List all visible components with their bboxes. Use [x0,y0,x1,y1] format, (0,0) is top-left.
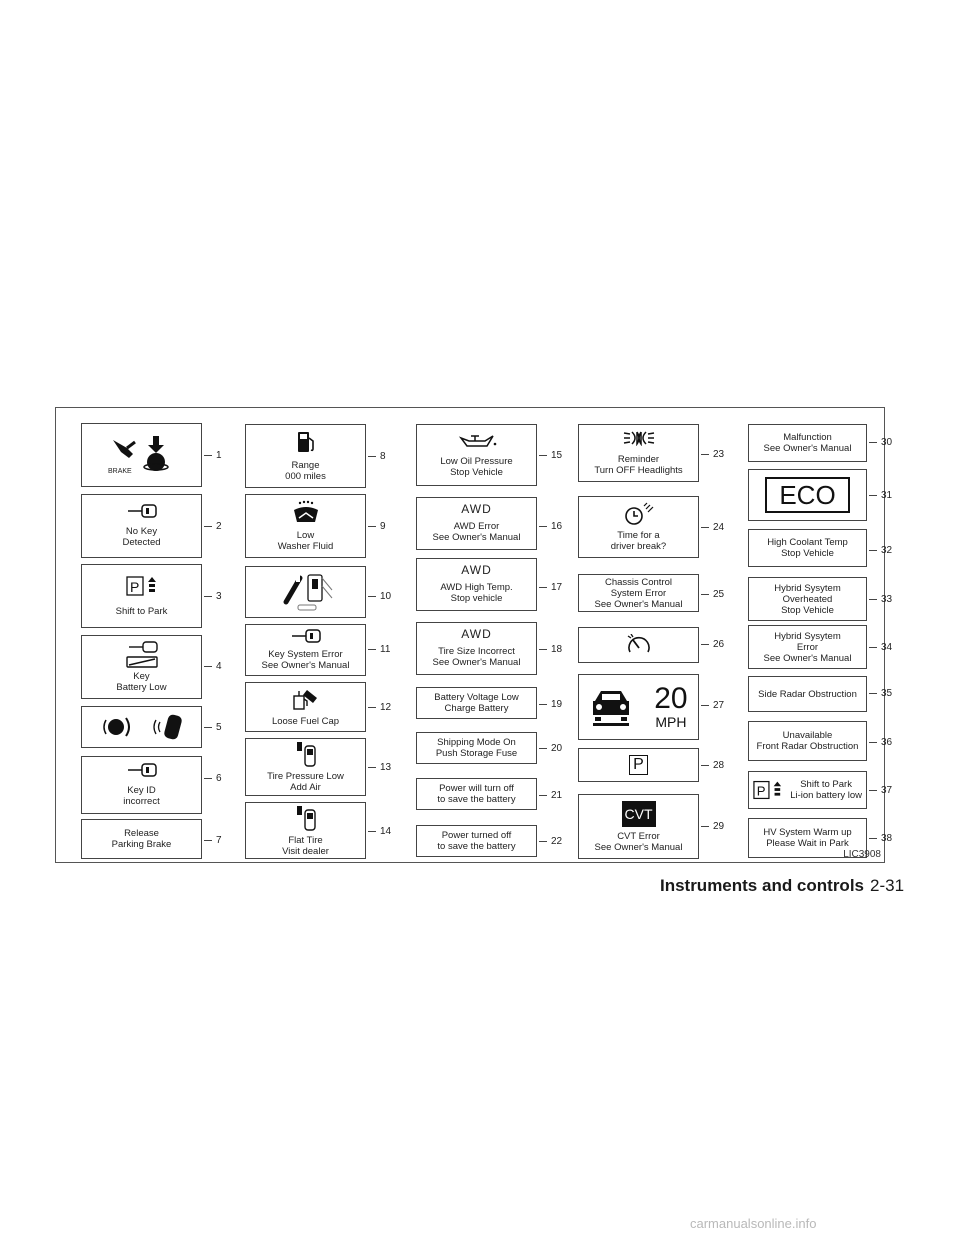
callout-6: 6 [204,771,222,785]
callout-17: 17 [539,580,562,594]
message-17: AWD AWD High Temp. Stop vehicle [416,558,537,611]
callout-35: 35 [869,686,892,700]
tire-pressure-icon [295,741,317,767]
callout-11: 11 [368,642,390,656]
cruise-car-icon [589,687,633,727]
message-9: Low Washer Fluid [245,494,366,558]
message-15: Low Oil Pressure Stop Vehicle [416,424,537,486]
callout-37: 37 [869,783,892,797]
ice-scraper-icon [274,572,338,612]
callout-1: 1 [204,448,222,462]
message-29: CVT CVT Error See Owner's Manual [578,794,699,859]
clock-icon [622,502,656,526]
message-32: High Coolant Temp Stop Vehicle [748,529,867,567]
callout-21: 21 [539,788,562,802]
cvt-icon: CVT [622,801,656,827]
callout-13: 13 [368,760,391,774]
callout-36: 36 [869,735,892,749]
message-23: Reminder Turn OFF Headlights [578,424,699,482]
brake-label: BRAKE [108,467,132,475]
callout-8: 8 [368,449,386,463]
callout-18: 18 [539,642,562,656]
warning-messages-figure [55,407,893,863]
figure-code: LIC3908 [843,849,881,860]
callout-38: 38 [869,831,892,845]
message-1 [81,423,202,487]
message-5 [81,706,202,748]
message-13: Tire Pressure Low Add Air [245,738,366,796]
awd-heading: AWD [461,563,492,577]
message-38: HV System Warm up Please Wait in Park [748,818,867,858]
callout-29: 29 [701,819,724,833]
callout-10: 10 [368,589,391,603]
watermark: carmanualsonline.info [690,1216,817,1231]
callout-20: 20 [539,741,562,755]
park-shift-icon [126,576,158,596]
message-34: Hybrid Sysytem Error See Owner's Manual [748,625,867,669]
callout-12: 12 [368,700,391,714]
callout-26: 26 [701,637,724,651]
message-11: Key System Error See Owner's Manual [245,624,366,676]
callout-23: 23 [701,447,724,461]
key-icon [291,629,321,643]
message-10 [245,566,366,618]
callout-32: 32 [869,543,892,557]
page-footer [0,876,960,900]
key-battery-icon [125,641,159,669]
park-icon: P [629,755,648,775]
key-icon [127,504,157,518]
message-12: Loose Fuel Cap [245,682,366,732]
message-31 [748,469,867,521]
callout-16: 16 [539,519,562,533]
message-27 [578,674,699,740]
oil-can-icon [457,432,497,448]
callout-19: 19 [539,697,562,711]
callout-24: 24 [701,520,724,534]
message-19: Battery Voltage Low Charge Battery [416,687,537,719]
svg-text:P: P [756,783,766,799]
callout-34: 34 [869,640,892,654]
callout-14: 14 [368,824,391,838]
callout-33: 33 [869,592,892,606]
message-2: No Key Detected [81,494,202,558]
speedometer-icon [626,634,652,656]
callout-22: 22 [539,834,562,848]
message-30: Malfunction See Owner's Manual [748,424,867,462]
message-36: Unavailable Front Radar Obstruction [748,721,867,761]
message-28 [578,748,699,782]
message-16: AWD AWD Error See Owner's Manual [416,497,537,550]
callout-30: 30 [869,435,892,449]
message-35: Side Radar Obstruction [748,676,867,712]
callout-9: 9 [368,519,386,533]
message-4: Key Battery Low [81,635,202,699]
message-25: Chassis Control System Error See Owner's Manual [578,574,699,612]
callout-4: 4 [204,659,222,673]
message-26 [578,627,699,663]
speed-unit: MPH [655,714,687,730]
message-7: Release Parking Brake [81,819,202,859]
callout-7: 7 [204,833,222,847]
message-8: Range 000 miles [245,424,366,488]
flat-tire-icon [295,805,317,831]
message-24: Time for a driver break? [578,496,699,558]
page-number: 2-31 [870,876,905,895]
headlights-icon [622,430,656,446]
callout-28: 28 [701,758,724,772]
key-icon [127,763,157,777]
callout-3: 3 [204,589,222,603]
message-6: Key ID incorrect [81,756,202,814]
callout-27: 27 [701,698,724,712]
message-14: Flat Tire Visit dealer [245,802,366,859]
callout-5: 5 [204,720,222,734]
park-shift-icon [753,780,783,800]
message-3: P Shift to Park [81,564,202,628]
message-22: Power turned off to save the battery [416,825,537,857]
callout-2: 2 [204,519,222,533]
message-21: Power will turn off to save the battery [416,778,537,810]
washer-fluid-icon [291,500,321,524]
key-fob-touch-icon [94,712,190,742]
message-33: Hybrid Sysytem Overheated Stop Vehicle [748,577,867,621]
svg-text:P: P [129,578,139,595]
fuel-cap-icon [291,688,321,710]
message-37: P Shift to Park Li-ion battery low [748,771,867,809]
eco-icon: ECO [765,477,849,513]
message-18: AWD Tire Size Incorrect See Owner's Manual [416,622,537,675]
message-20: Shipping Mode On Push Storage Fuse [416,732,537,764]
callout-31: 31 [869,488,892,502]
fuel-pump-icon [296,430,316,454]
section-title: Instruments and controls [659,876,864,895]
awd-heading: AWD [461,627,492,641]
speed-value: 20 [654,682,688,715]
callout-25: 25 [701,587,724,601]
callout-15: 15 [539,448,562,462]
awd-heading: AWD [461,502,492,516]
